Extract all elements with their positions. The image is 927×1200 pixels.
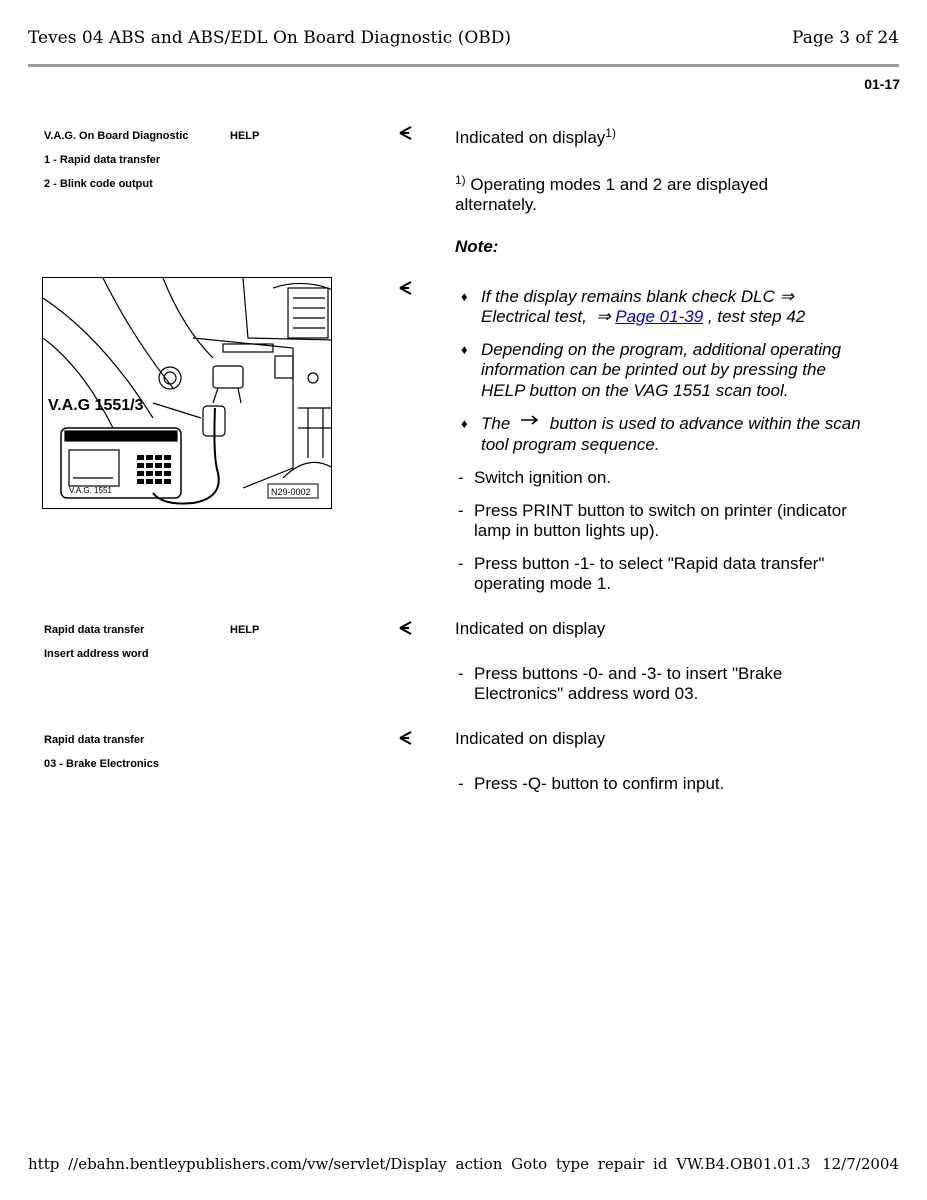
device-label: V.A.G 1551/3 [48,397,144,414]
note-2-line-3: HELP button on the VAG 1551 scan tool. [481,381,789,400]
dashboard-illustration [43,278,332,509]
display-line-2: Insert address word [44,648,149,660]
dash-bullet: - [458,554,464,573]
display-help: HELP [230,130,260,142]
footer-url: http //ebahn.bentleypublishers.com/vw/servlet/Display action Goto type repair id VW.B4.OB01.01.3 [28,1155,811,1173]
pointer-icon [398,621,414,635]
note-3-line-1: The button is used to advance within the scan [481,414,861,433]
display-help: HELP [230,624,260,636]
display-line-3: 2 - Blink code output [44,178,153,190]
footnote-cont: alternately. [455,195,537,214]
dash-bullet: - [458,501,464,520]
display-line-1: Rapid data transfer [44,624,145,636]
indicated-on-display: Indicated on display [455,729,606,748]
step-address-line-1: Press buttons -0- and -3- to insert "Brake [474,664,783,683]
step-print-line-2: lamp in button lights up). [474,521,660,540]
step-address-line-2: Electronics" address word 03. [474,684,699,703]
footer-date: 12/7/2004 [822,1155,899,1173]
figure-code: N29-0002 [271,487,311,497]
step-select-line-2: operating mode 1. [474,574,612,593]
note-2-line-2: information can be printed out by pressing the [481,360,826,379]
note-2-line-1: Depending on the program, additional operating [481,340,842,359]
step-confirm: Press -Q- button to confirm input. [474,774,725,793]
indicated-on-display: Indicated on display$^{1)}$ [455,126,616,147]
pointer-icon [398,126,414,140]
indicated-on-display: Indicated on display [455,619,606,638]
page-01-39-link[interactable]: Page 01-39 [615,307,704,326]
display-line-1: V.A.G. On Board Diagnostic [44,130,189,142]
display-line-2: 03 - Brake Electronics [44,758,159,770]
dash-bullet: - [458,664,464,683]
document-title: Teves 04 ABS and ABS/EDL On Board Diagnostic (OBD) [28,28,512,48]
pointer-icon [398,731,414,745]
pointer-icon [398,281,414,295]
step-ignition: Switch ignition on. [474,468,612,487]
note-3-line-2: tool program sequence. [481,435,660,454]
diamond-bullet-icon: ♦ [461,342,468,357]
tester-label: V.A.G. 1551 [69,486,112,495]
section-code: 01-17 [864,76,900,92]
arrow-right-icon [519,414,541,426]
footnote: $^{1)}$ Operating modes 1 and 2 are displayed [455,173,769,194]
scan-tool-figure [42,277,332,509]
display-line-1: Rapid data transfer [44,734,145,746]
note-1-line-1: If the display remains blank check DLC ⇒ [481,287,794,306]
note-heading: Note: [455,237,499,256]
page-number: Page 3 of 24 [792,28,899,48]
header-divider [28,64,899,67]
diamond-bullet-icon: ♦ [461,416,468,431]
note-1-line-2: Electrical test, ⇒ Page 01-39 , test step 42 [481,307,806,326]
display-line-2: 1 - Rapid data transfer [44,154,161,166]
step-select-line-1: Press button -1- to select "Rapid data transfer" [474,554,825,573]
dash-bullet: - [458,468,464,487]
dash-bullet: - [458,774,464,793]
step-print-line-1: Press PRINT button to switch on printer (indicator [474,501,847,520]
diamond-bullet-icon: ♦ [461,289,468,304]
